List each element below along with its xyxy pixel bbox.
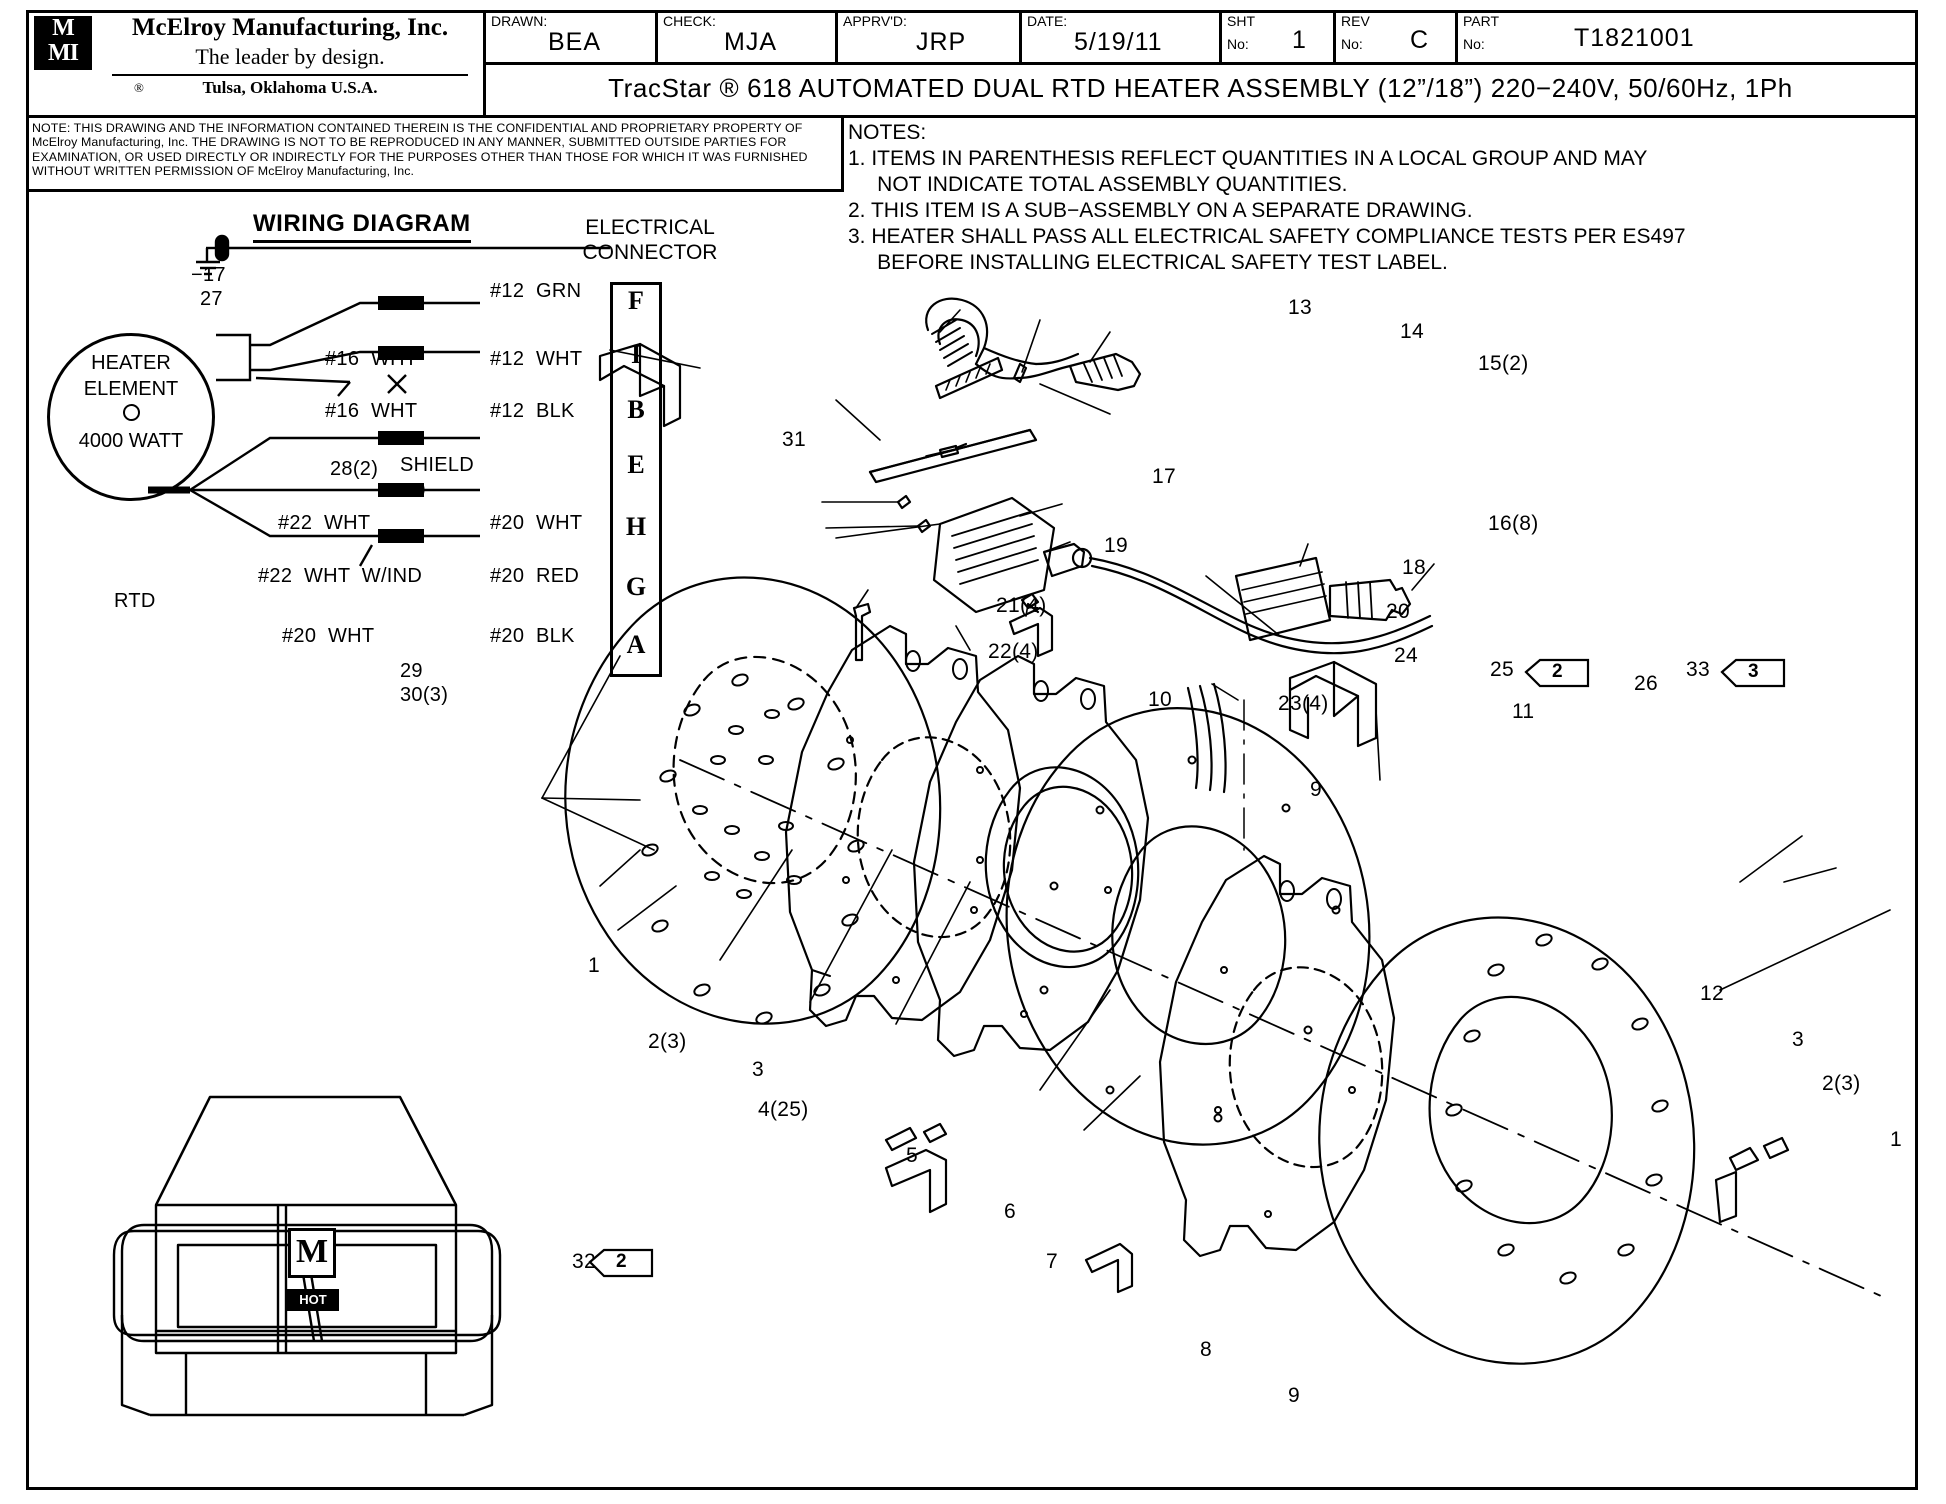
field-drawn-label: DRAWN: <box>491 13 548 29</box>
note-item-1b: NOT INDICATE TOTAL ASSEMBLY QUANTITIES. <box>848 173 1348 196</box>
field-part-label2: No: <box>1463 36 1485 52</box>
field-sheet-value: 1 <box>1292 26 1307 54</box>
callout-10: 10 <box>1148 688 1172 711</box>
callout-1-right: 1 <box>1890 1128 1902 1151</box>
callout-7: 7 <box>1046 1250 1058 1273</box>
callout-8: 8 <box>1200 1338 1212 1361</box>
field-sheet-label2: No: <box>1227 36 1249 52</box>
field-sheet-label: SHT <box>1227 13 1255 29</box>
label-16-wht-2: #16 WHT <box>325 400 418 422</box>
hot-label-text: HOT <box>299 1292 327 1307</box>
connector-pin-H: H <box>625 512 647 541</box>
label-12-wht: #12 WHT <box>490 348 583 370</box>
callout-29a: 29 <box>403 480 426 502</box>
field-part-value: T1821001 <box>1574 24 1695 52</box>
callout-30-3: 30(3) <box>400 684 449 706</box>
label-12-blk: #12 BLK <box>490 400 575 422</box>
callout-4-25: 4(25) <box>758 1098 809 1121</box>
callout-14: 14 <box>1400 320 1424 343</box>
heater-line1: HEATER <box>91 352 171 374</box>
logo-line-2: MI <box>48 40 78 66</box>
callout-3-right: 3 <box>1792 1028 1804 1051</box>
field-part-label: PART <box>1463 13 1500 29</box>
flag-note-2-item32: 2 <box>616 1251 627 1272</box>
connector-pin-G: G <box>625 572 647 601</box>
callout-28-2: 28(2) <box>330 458 379 480</box>
machine-logo-letter: M <box>295 1233 329 1270</box>
label-12-grn: #12 GRN <box>490 280 582 302</box>
callout-11: 11 <box>1512 700 1535 723</box>
callout-20: 20 <box>1386 600 1410 623</box>
company-city: Tulsa, Oklahoma U.S.A. <box>202 78 378 97</box>
label-rtd: RTD <box>114 590 156 612</box>
confidentiality-note: NOTE: THIS DRAWING AND THE INFORMATION CONTAINED THEREIN IS THE CONFIDENTIAL AND PROPRIETARY PROPERTY OF McElroy Manufacturing, Inc. THE DRAWING IS NOT TO BE REPRODUCED IN ANY MANNER, SUBMITTED OUTSIDE PARTIES FOR EXAMINATION, OR USED DIRECTLY OR INDIRECTLY FOR THE PURPOSES OTHER THAN THOSE FOR WHICH IT WAS FURNISHED WITHOUT WRITTEN PERMISSION OF McElroy Manufacturing, Inc. <box>26 118 844 192</box>
heater-assembly-view <box>100 1085 620 1445</box>
connector-pin-I: I <box>630 340 642 369</box>
connector-pin-B: B <box>627 395 645 424</box>
field-date-label: DATE: <box>1027 13 1068 29</box>
callout-32: 32 <box>572 1250 596 1273</box>
callout-16-8: 16(8) <box>1488 512 1539 535</box>
note-item-1: 1. ITEMS IN PARENTHESIS REFLECT QUANTITIES IN A LOCAL GROUP AND MAY <box>848 147 1648 170</box>
connector-pin-E: E <box>627 450 645 479</box>
registered-mark: ® <box>134 80 144 95</box>
company-name: McElroy Manufacturing, Inc. <box>131 14 449 41</box>
wiring-diagram-title: WIRING DIAGRAM <box>253 210 471 243</box>
logo-line-1: M <box>52 15 74 41</box>
heater-line3: 4000 WATT <box>78 430 184 452</box>
callout-31: 31 <box>782 428 806 451</box>
callout-33: 33 <box>1686 658 1710 681</box>
heater-line2: ELEMENT <box>83 378 179 400</box>
flag-note-3-item33: 3 <box>1748 661 1759 682</box>
callout-2-3-right: 2(3) <box>1822 1072 1861 1095</box>
ec-line2: CONNECTOR <box>582 241 718 264</box>
field-approved-label: APPRV'D: <box>843 13 907 29</box>
field-rev-label: REV <box>1341 13 1370 29</box>
label-20-red: #20 RED <box>490 565 580 587</box>
callout-18: 18 <box>1402 556 1426 579</box>
callout-9-bottom: 9 <box>1288 1384 1300 1407</box>
callout-1-left: 1 <box>588 954 600 977</box>
callout-27: 27 <box>200 288 223 310</box>
callout-2-3-left: 2(3) <box>648 1030 687 1053</box>
callout-26: 26 <box>1634 672 1658 695</box>
callout-6: 6 <box>1004 1200 1016 1223</box>
flag-note-2-item25: 2 <box>1552 661 1563 682</box>
callout-29b: 29 <box>400 660 423 682</box>
callout-9-top: 9 <box>1310 778 1322 801</box>
field-drawn-value: BEA <box>548 28 602 56</box>
callout-15-2: 15(2) <box>1478 352 1529 375</box>
label-22-wht-wind: #22 WHT W/IND <box>258 565 423 587</box>
connector-pin-F: F <box>628 286 644 315</box>
field-rev-value: C <box>1410 26 1430 54</box>
callout-12: 12 <box>1700 982 1724 1005</box>
ec-line1: ELECTRICAL <box>585 216 715 239</box>
field-approved-value: JRP <box>916 28 967 56</box>
callout-25: 25 <box>1490 658 1514 681</box>
label-shield: SHIELD <box>400 454 475 476</box>
callout-21-4: 21(4) <box>996 594 1047 617</box>
company-tagline: The leader by design. <box>195 44 385 69</box>
label-22-wht: #22 WHT <box>278 512 371 534</box>
field-rev-label2: No: <box>1341 36 1363 52</box>
note-item-3b: BEFORE INSTALLING ELECTRICAL SAFETY TEST LABEL. <box>848 251 1448 274</box>
drawing-description: TracStar ® 618 AUTOMATED DUAL RTD HEATER ASSEMBLY (12”/18”) 220−240V, 50/60Hz, 1Ph <box>608 73 1793 103</box>
note-item-3: 3. HEATER SHALL PASS ALL ELECTRICAL SAFETY COMPLIANCE TESTS PER ES497 <box>848 225 1686 248</box>
callout-24: 24 <box>1394 644 1418 667</box>
label-20-blk: #20 BLK <box>490 625 575 647</box>
callout-22-4: 22(4) <box>988 640 1039 663</box>
note-item-2: 2. THIS ITEM IS A SUB−ASSEMBLY ON A SEPARATE DRAWING. <box>848 199 1473 222</box>
field-date-value: 5/19/11 <box>1074 28 1163 56</box>
callout-17: −17 <box>191 264 226 286</box>
callout-5: 5 <box>906 1144 918 1167</box>
field-check-label: CHECK: <box>663 13 716 29</box>
callout-19: 19 <box>1104 534 1128 557</box>
callout-23-4: 23(4) <box>1278 692 1329 715</box>
label-16-wht-1: #16 WHT <box>325 348 418 370</box>
notes-heading: NOTES: <box>848 121 927 144</box>
callout-3-left: 3 <box>752 1058 764 1081</box>
connector-pin-A: A <box>626 630 646 659</box>
label-20-wht-2: #20 WHT <box>282 625 375 647</box>
label-20-wht: #20 WHT <box>490 512 583 534</box>
callout-13: 13 <box>1288 296 1312 319</box>
field-check-value: MJA <box>724 28 777 56</box>
callout-17: 17 <box>1152 465 1176 488</box>
